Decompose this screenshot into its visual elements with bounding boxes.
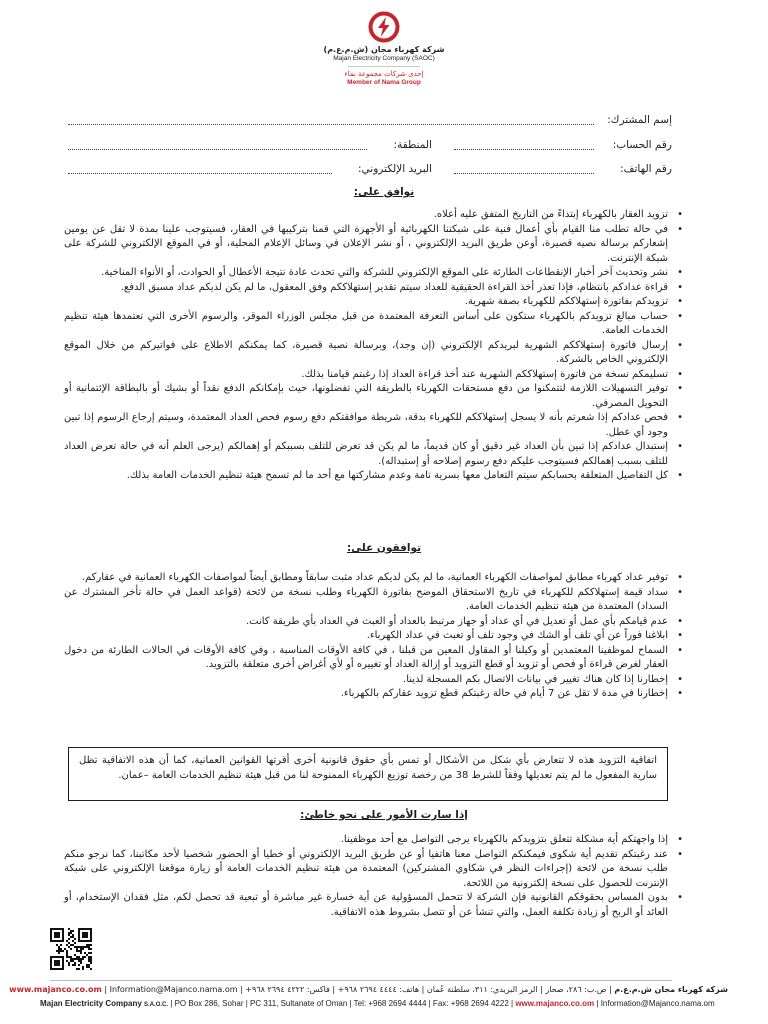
list-item: • بدون المساس بحقوقكم القانونية فإن الشركة لا تتحمل المسؤولية عن أية خسارة غير مباشرة أو تبعية قد تحصل لكم، مثل فقدان الإستخدام، أو العائد أو الربح أو زيادة تكلفة العمل، والتي تنشأ عن أو تتصل بشروط هذه الاتفاقية. (64, 891, 686, 920)
phone-number-label: رقم الهاتف: (620, 163, 672, 175)
list-item: • فحص عدادكم إذا شعرتم بأنه لا يسجل إستهلاككم للكهرباء بدقة، شريطة موافقتكم دفع رسوم فحص العداد المعتمدة، وسيتم إرجاع الرسوم إذا تبين وجود أي عطل. (64, 411, 686, 440)
company-name-en: Majan Electricity Company (SAOC) (333, 55, 435, 62)
account-number-field[interactable] (454, 149, 594, 150)
list-item: • في حالة تطلب منا القيام بأي أعمال فنية على شبكتنا الكهربائية أو الأجهزة التي قمنا بتركيبها في العقار، فسيتوجب علينا بمدة لا تقل عن يومين إشعاركم برسالة نصيه قصيرة، أوعن طريق البريد الإلكتروني ، أو نشر الإعلان في وسائل الإعلام المحلية، أو في الموقع الإلكتروني للشركة على شبكة الإنترنت. (64, 223, 686, 267)
footer-website-link-ar[interactable]: www.majanco.co.om (9, 985, 102, 994)
list-item: • توفير التسهيلات اللازمة لتتمكنوا من دفع مستحقات الكهرباء بالطريقة التي تفضلونها، حيث بإمكانكم الدفع نقداً أو بشيك أو بالبطاقة الإئتمانية أو التحويل المصرفي. (64, 382, 686, 411)
qr-code-icon[interactable] (50, 928, 92, 970)
list-item: • قراءة عدادكم بانتظام، فإذا تعذر أخذ القراءة الحقيقية للعداد سيتم تقدير إستهلاككم وفق المعقول، ما لم يكن لديكم عداد مسبق الدفع. (64, 281, 686, 296)
email-field[interactable] (68, 173, 332, 174)
subscriber-name-row (68, 113, 672, 127)
list-item: • إستبدال عدادكم إذا تبين بأن العداد غير دقيق أو كان قديماً، ما لم يكن قد تعرض للتلف بسببكم أو إهمالكم (يرجى العلم أنه في حالة تعرض العداد للتلف بسبب إهمالكم فسيتوجب عليكم دفع رسوم إصلاحه أو إستبداله). (64, 440, 686, 469)
region-label: المنطقة: (393, 139, 432, 151)
footer-email-link-ar[interactable]: | Information@Majanco.nama.om (104, 985, 238, 994)
subscriber-name-field[interactable] (68, 124, 594, 125)
footer-email-link-en[interactable]: | Information@Majanco.nama.om (596, 999, 715, 1008)
member-text-ar: إحدى شركات مجموعة نماء (344, 70, 424, 78)
subscriber-name-label: إسم المشترك: (607, 114, 672, 126)
agreement-notice-box: اتفاقية التزويد هذه لا تتعارض بأي شكل من الأشكال أو تمس بأي حقوق قانونية أخرى أقرتها القوانين العمانية، كما أن هذه الاتفاقية تظل سارية المفعول ما لم يتم تعديلها وفقاً للشرط 38 من رخصة توزيع الكهرباء الممنوحة لنا من قبل هيئة تنظيم الخدمات العامة –عمان. (68, 747, 668, 801)
list-item: • تزويدكم بفاتورة إستهلاككم للكهرباء بصفة شهرية. (64, 295, 686, 310)
footer-arabic (9, 985, 728, 995)
company-name-ar: شركة كهرباء مجان (ش.م.ع.م) (323, 45, 445, 54)
list-item: • نشر وتحديث آخر أخبار الإنقطاعات الطارئة على الموقع الإلكتروني للشركة والتي تحدث عادة نتيجة الأعطال أو الحوادث، أو الأنواء المناخية. (64, 266, 686, 281)
list-item: • إرسال فاتورة إستهلاككم الشهرية لبريدكم الإلكتروني (إن وجد)، وبرسالة نصية قصيرة، كما يمكنكم الاطلاع على فواتيركم من خلال الموقع الإلكتروني الخاص بالشركة. (64, 339, 686, 368)
footer-address-en: | PO Box 286, Sohar | PC 311, Sultanate of Oman | Tel: +968 2694 4444 | Fax: +968 2694 4222 | (170, 999, 514, 1008)
section-if-things-go-wrong-heading: إذا سارت الأمور على نحو خاطئ: (300, 809, 468, 821)
footer-company-suffix-en: S.A.O.C. (144, 1002, 169, 1008)
list-item: • سداد قيمة إستهلاككم للكهرباء في تاريخ الاستحقاق الموضح بفاتورة الكهرباء وطلب نسخة من لائحة (قواعد العمل في حالة تأخر المشترك عن السداد) المعتمدة من هيئة تنظيم الخدمات العامة. (64, 586, 686, 615)
email-label: البريد الإلكتروني: (358, 163, 432, 175)
section-you-agree-heading: توافقون على: (346, 542, 422, 554)
list-item: • عدم قيامكم بأي عمل أو تعديل في أي عداد أو جهاز مرتبط بالعداد أو العبث في العداد بأي طريقة كانت. (64, 615, 686, 630)
you-agree-list (64, 571, 686, 702)
list-item: • إخطارنا إذا كان هناك تغيير في بيانات الاتصال بكم المسجلة لدينا. (64, 673, 686, 688)
phone-email-row (68, 162, 672, 176)
list-item: • حساب مبالغ تزويدكم بالكهرباء ستكون على أساس التعرفة المعتمدة من قبل مجلس الوزراء الموقر، والرسوم الأخرى التي تعتمدها هيئة تنظيم الخدمات العامة. (64, 310, 686, 339)
list-item: • عند رغبتكم تقديم أية شكوى فيمكنكم التواصل معنا هاتفيا أو عن طريق البريد الإلكتروني أو خطيا أو الحضور شخصيا لأحد مكاتبنا، كما نرجو منكم طلب نسخة من لائحة (إجراءات النظر في شكاوي المشتركين) المعتمدة من هيئة تنظيم الخدمات العامة أو زيارة موقعنا الإلكتروني على شبكة الإنترنت للحصول على نسخة إلكترونية من اللائحة. (64, 848, 686, 892)
list-item: • إذا واجهتكم أية مشكلة تتعلق بتزويدكم بالكهرباء يرجى التواصل مع أحد موظفينا. (64, 833, 686, 848)
footer-company-ar: شركة كهرباء مجان ش.م.ع.م (614, 985, 728, 994)
we-agree-list (64, 208, 686, 484)
list-item: • توفير عداد كهرباء مطابق لمواصفات الكهرباء العمانية، ما لم يكن لديكم عداد مثبت سابقاً ومطابق أيضاً لمواصفات الكهرباء العمانية في عقاركم. (64, 571, 686, 586)
region-field[interactable] (68, 149, 367, 150)
majan-logo-icon (367, 10, 401, 44)
phone-number-field[interactable] (454, 173, 594, 174)
footer-english (40, 999, 728, 1010)
footer-company-en: Majan Electricity Company (40, 999, 142, 1008)
member-text-en: Member of Nama Group (347, 79, 421, 86)
list-item: • كل التفاصيل المتعلقة بحسابكم سيتم التعامل معها بسرية تامة وعدم مشاركتها مع أحد ما لم تسمح هيئة تنظيم الخدمات العامة بذلك. (64, 469, 686, 484)
footer-website-link-en[interactable]: www.majanco.co.om (515, 999, 595, 1008)
footer-divider (50, 980, 672, 981)
section-we-agree-heading: نوافق على: (353, 186, 415, 198)
list-item: • إخطارنا في مدة لا تقل عن 7 أيام في حالة رغبتكم قطع تزويد عقاركم بالكهرباء. (64, 687, 686, 702)
logo-divider (348, 66, 420, 67)
company-logo (0, 10, 768, 87)
footer-address-ar: | ص.ب: ٢٨٦، صحار | الرمز البريدي: ٣١١، سلطنة عُمان | هاتف: ٤٤٤٤ ٢٦٩٤ ٩٦٨+ | فاكس: ٤٢٢٢ ٢٦٩٤ ٩٦٨+ | (240, 985, 612, 994)
account-region-row (68, 138, 672, 152)
account-number-label: رقم الحساب: (612, 139, 672, 151)
list-item: • تسليمكم نسخة من فاتورة إستهلاككم الشهرية عند أخذ قراءة العداد إذا رغبتم قيامنا بذلك. (64, 368, 686, 383)
list-item: • السماح لموظفينا المعتمدين أو وكيلنا أو المقاول المعين من قبلنا ، في كافة الأوقات المناسبة ، وفي كافة الأوقات في الحالات الطارئة من دخول العقار لغرض قراءة أو فحص أو تزويد أو قطع التزويد أو إزالة العداد أو تغييره أو لأي أغراض أخرى متعلقة بالتزويد. (64, 644, 686, 673)
if-things-go-wrong-list (64, 833, 686, 920)
list-item: • ابلاغنا فوراً عن أي تلف أو الشك في وجود تلف أو تعبث في عداد الكهرباء. (64, 629, 686, 644)
list-item: • تزويد العقار بالكهرباء إبتداءً من التاريخ المتفق عليه أعلاه. (64, 208, 686, 223)
